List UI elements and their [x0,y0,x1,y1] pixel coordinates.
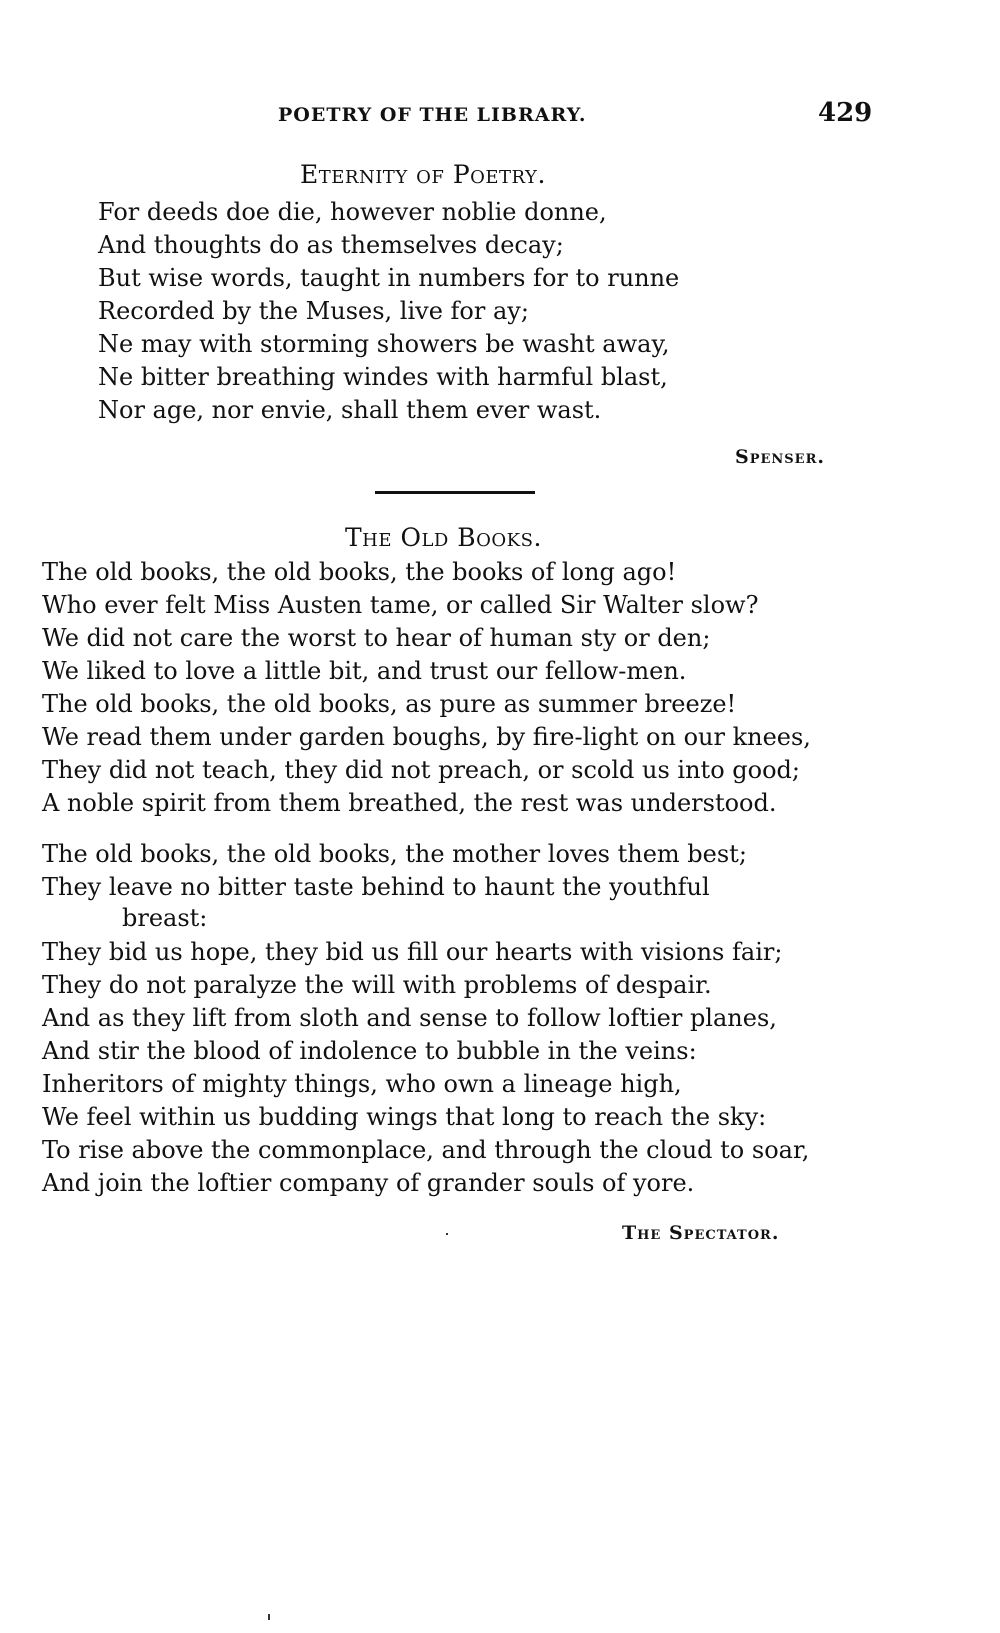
poem-line: They bid us hope, they bid us fill our hearts with visions fair; [42,938,783,966]
poem-line: We feel within us budding wings that long to reach the sky: [42,1103,767,1131]
poem-line: They leave no bitter taste behind to haunt the youthful [42,873,710,901]
running-head [0,98,1000,134]
running-title: POETRY OF THE LIBRARY. [278,104,587,126]
poem-line: But wise words, taught in numbers for to runne [98,264,680,292]
poem-line: They do not paralyze the will with problems of despair. [42,971,712,999]
poem-line: The old books, the old books, the mother loves them best; [42,840,747,868]
poem-line: The old books, the old books, the books of long ago! [42,558,677,586]
poem-line: We read them under garden boughs, by fire-light on our knees, [42,723,811,751]
poem-line: To rise above the commonplace, and through the cloud to soar, [42,1136,810,1164]
poem-line: We did not care the worst to hear of human sty or den; [42,624,711,652]
poem-line: Ne bitter breathing windes with harmful blast, [98,363,668,391]
attribution-spenser: Spenser. [735,446,826,468]
poem-line: Recorded by the Muses, live for ay; [98,297,529,325]
poem-line: And stir the blood of indolence to bubble in the veins: [42,1037,697,1065]
poem-line: A noble spirit from them breathed, the rest was understood. [42,789,777,817]
poem-line: Nor age, nor envie, shall them ever wast. [98,396,602,424]
poem-line: They did not teach, they did not preach, or scold us into good; [42,756,800,784]
poem-line: For deeds doe die, however noblie donne, [98,198,607,226]
poem-line: And as they lift from sloth and sense to follow loftier planes, [42,1004,777,1032]
poem-line: And join the loftier company of grander souls of yore. [42,1169,695,1197]
poem-line: We liked to love a little bit, and trust our fellow-men. [42,657,687,685]
page-number: 429 [818,98,873,128]
attribution-the-spectator: The Spectator. [622,1222,780,1244]
poem-line: Who ever felt Miss Austen tame, or called Sir Walter slow? [42,591,759,619]
poem-title-old-books: The Old Books. [345,523,542,552]
poem-line: The old books, the old books, as pure as summer breeze! [42,690,737,718]
print-speck [446,1233,448,1235]
poem-title-eternity: Eternity of Poetry. [300,160,546,189]
poem-line: Ne may with storming showers be washt away, [98,330,670,358]
poem-line: And thoughts do as themselves decay; [98,231,564,259]
section-divider [375,491,535,494]
poem-line: Inheritors of mighty things, who own a lineage high, [42,1070,682,1098]
poem-line-continuation: breast: [122,904,208,932]
print-speck [268,1614,270,1620]
